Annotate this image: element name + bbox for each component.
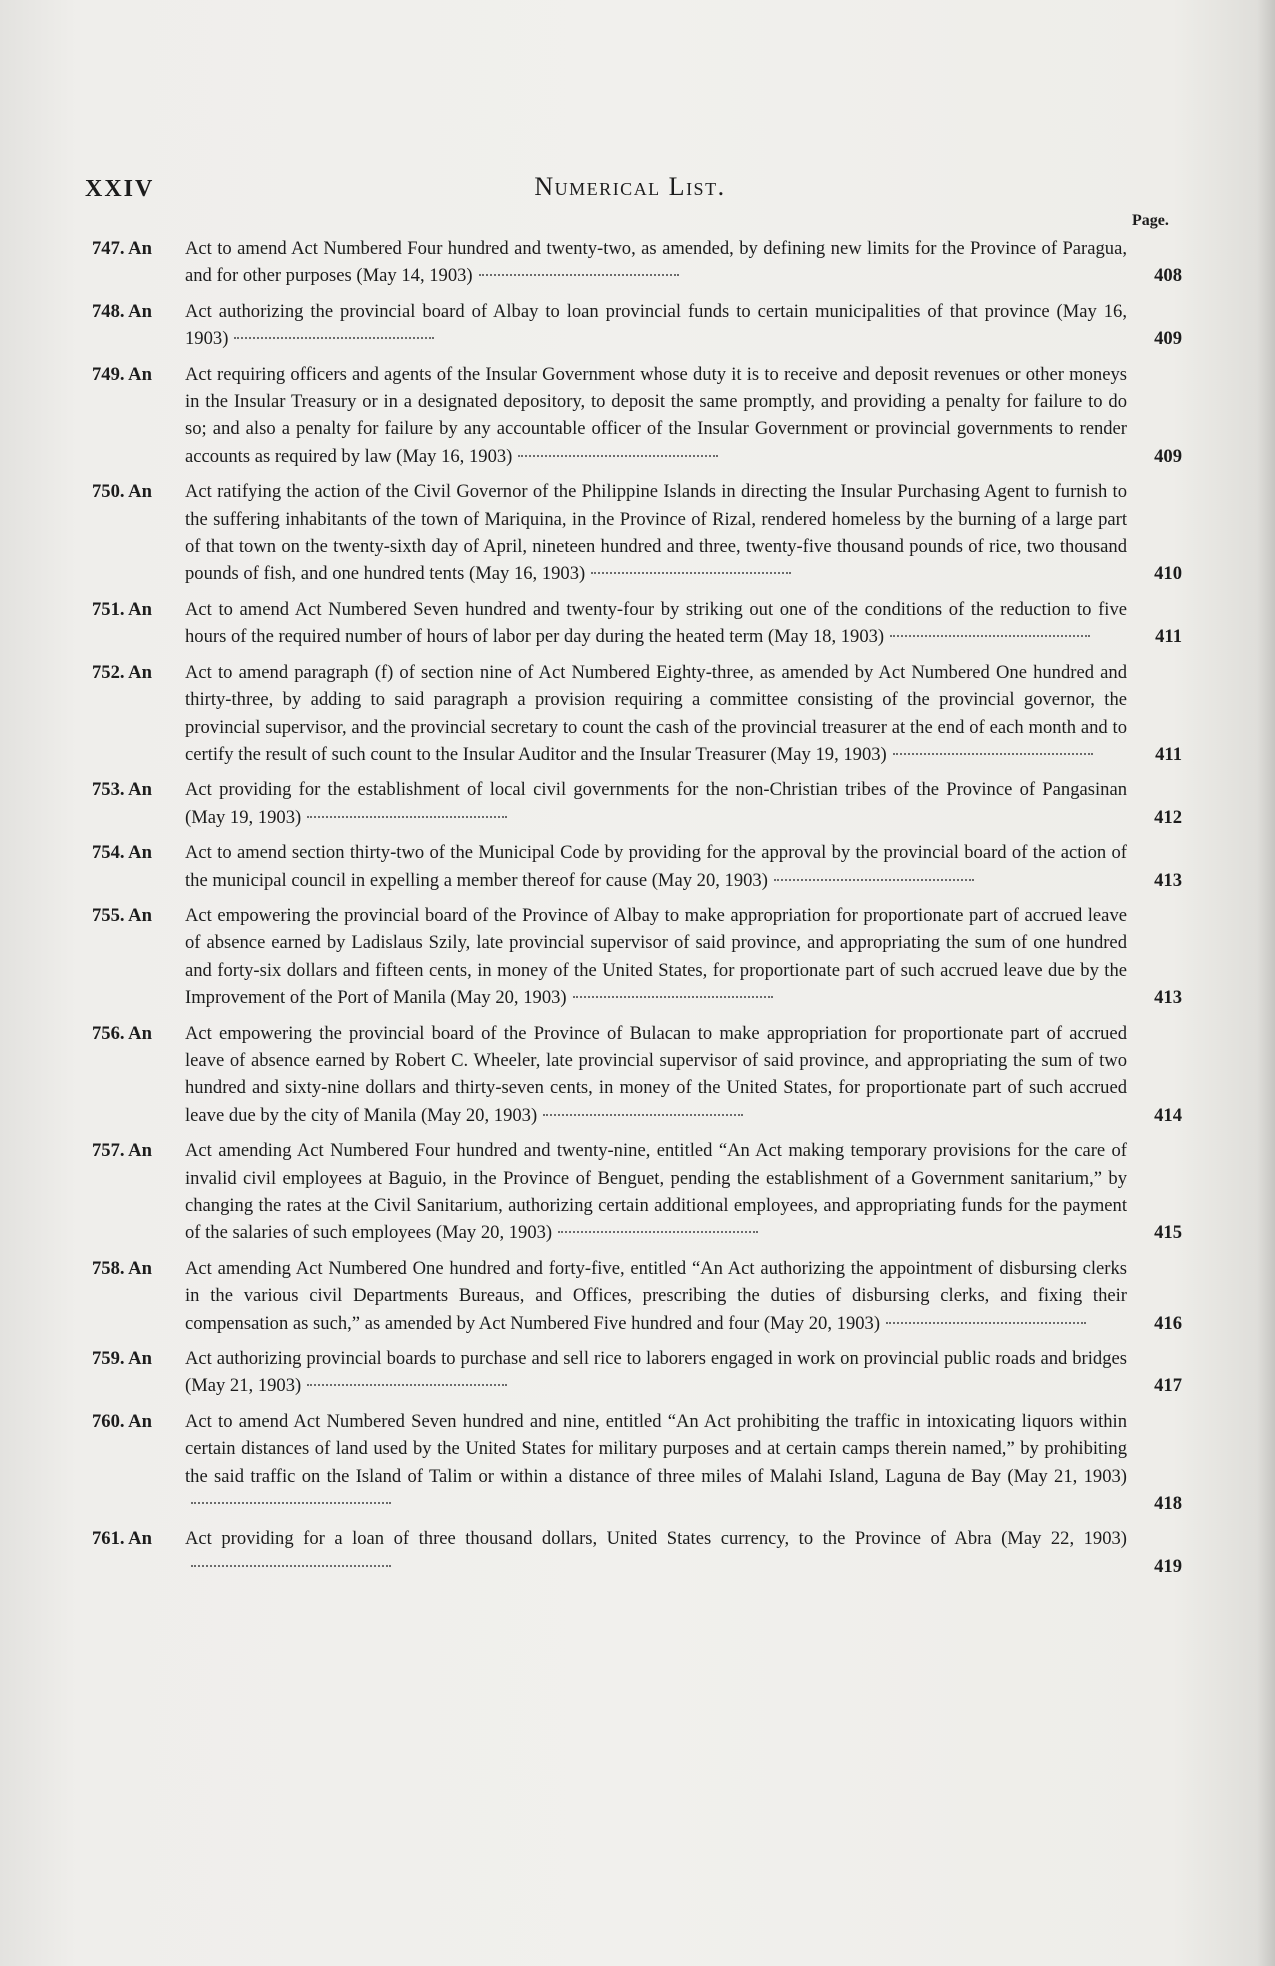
entry-page-number: 410 <box>1154 563 1182 585</box>
entry-page-number: 411 <box>1155 743 1182 765</box>
page-column-label: Page. <box>1132 212 1169 229</box>
page-number: XXIV <box>85 176 155 202</box>
entry-text: Act empowering the provincial board of the Province of Albay to make appropriation for proportionate part of accrued leave of absence earned by Ladislaus Szily, late provincial supervisor of said province, and appropriating the sum of one hundred and forty-six dollars and fifteen cents, in money of the United States, for proportionate part of such accrued leave due by the Improvement of the Port of Manila (May 20, 1903) <box>185 904 1127 1009</box>
entry-number: 754. An <box>92 842 152 864</box>
list-entry <box>92 659 1182 769</box>
list-entry <box>92 1345 1182 1400</box>
entry-text: Act providing for the establishment of local civil governments for the non-Christian tribes of the Province of Pangasinan (May 19, 1903) <box>185 779 1127 828</box>
entry-number: 759. An <box>92 1348 152 1370</box>
entry-number: 760. An <box>92 1410 152 1432</box>
dot-leader <box>893 753 1093 755</box>
entry-number: 749. An <box>92 363 152 385</box>
page-edge-shadow <box>1257 0 1275 1966</box>
entry-number: 751. An <box>92 598 152 620</box>
list-entry <box>92 298 1182 353</box>
dot-leader <box>191 1565 391 1567</box>
list-entry <box>92 1255 1182 1337</box>
dot-leader <box>518 455 718 457</box>
entry-number: 755. An <box>92 904 152 926</box>
dot-leader <box>774 879 974 881</box>
list-entry <box>92 902 1182 1012</box>
dot-leader <box>573 996 773 998</box>
entry-page-number: 418 <box>1154 1493 1182 1515</box>
list-entry <box>92 235 1182 290</box>
entry-number: 750. An <box>92 481 152 503</box>
dot-leader <box>307 816 507 818</box>
entry-page-number: 414 <box>1154 1104 1182 1126</box>
dot-leader <box>307 1384 507 1386</box>
numerical-list <box>92 235 1182 1588</box>
entry-text: Act amending Act Numbered One hundred and forty-five, entitled “An Act authorizing the appointment of disbursing clerks in the various civil Departments Bureaus, and Offices, prescribing the duties of disbursing clerks, and fixing their compensation as such,” as amended by Act Numbered Five hundred and four (May 20, 1903) <box>185 1257 1127 1334</box>
dot-leader <box>234 337 434 339</box>
entry-page-number: 419 <box>1154 1555 1182 1577</box>
entry-text: Act empowering the provincial board of the Province of Bulacan to make appropriation for proportionate part of accrued leave of absence earned by Robert C. Wheeler, late provincial supervisor of said province, and appropriating the sum of two hundred and sixty-nine dollars and thirty-seven cents, in money of the United States, for proportionate part of such accrued leave due by the city of Manila (May 20, 1903) <box>185 1022 1127 1126</box>
list-entry <box>92 1020 1182 1130</box>
list-entry <box>92 1525 1182 1580</box>
entry-text: Act to amend Act Numbered Seven hundred and nine, entitled “An Act prohibiting the traffic in intoxicating liquors within certain distances of land used by the United States for military purposes and at certain camps therein named,” by prohibiting the said traffic on the Island of Talim or within a distance of three miles of Malahi Island, Laguna de Bay (May 21, 1903) <box>185 1410 1127 1487</box>
dot-leader <box>558 1231 758 1233</box>
entry-page-number: 408 <box>1154 265 1182 287</box>
entry-page-number: 416 <box>1154 1312 1182 1334</box>
entry-text: Act ratifying the action of the Civil Governor of the Philippine Islands in directing the Insular Purchasing Agent to furnish to the suffering inhabitants of the town of Mariquina, in the Province of Rizal, rendered homeless by the burning of a large part of that town on the twenty-sixth day of April, nineteen hundred and three, twenty-five thousand pounds of rice, two thousand pounds of fish, and one hundred tents (May 16, 1903) <box>185 481 1127 585</box>
page-title: Numerical List. <box>534 172 726 201</box>
entry-text: Act authorizing the provincial board of Albay to loan provincial funds to certain municipalities of that province (May 16, 1903) <box>185 300 1127 350</box>
entry-text: Act to amend Act Numbered Seven hundred and twenty-four by striking out one of the conditions of the reduction to five hours of the required number of hours of labor per day during the heated term (May 18, 1903) <box>185 598 1127 648</box>
entry-text: Act providing for a loan of three thousand dollars, United States currency, to the Province of Abra (May 22, 1903) <box>185 1528 1127 1550</box>
entry-page-number: 413 <box>1154 869 1182 891</box>
entry-text: Act authorizing provincial boards to purchase and sell rice to laborers engaged in work on provincial public roads and bridges (May 21, 1903) <box>185 1348 1127 1397</box>
entry-text: Act to amend Act Numbered Four hundred and twenty-two, as amended, by defining new limits for the Province of Paragua, and for other purposes (May 14, 1903) <box>185 238 1127 287</box>
entry-number: 758. An <box>92 1257 152 1279</box>
entry-text: Act amending Act Numbered Four hundred and twenty-nine, entitled “An Act making temporary provisions for the care of invalid civil employees at Baguio, in the Province of Benguet, pending the establishment of a Government sanitarium,” by changing the rates at the Civil Sanitarium, authorizing certain additional employees, and appropriating funds for the payment of the salaries of such employees (May 20, 1903) <box>185 1140 1127 1244</box>
entry-page-number: 411 <box>1155 626 1182 648</box>
dot-leader <box>479 274 679 276</box>
entry-number: 761. An <box>92 1528 152 1550</box>
list-entry <box>92 839 1182 894</box>
entry-text: Act to amend section thirty-two of the Municipal Code by providing for the approval by the provincial board of the action of the municipal council in expelling a member thereof for cause (May 20, 1903) <box>185 842 1127 891</box>
list-entry <box>92 776 1182 831</box>
list-entry <box>92 596 1182 651</box>
list-entry <box>92 1408 1182 1518</box>
entry-page-number: 409 <box>1154 328 1182 350</box>
dot-leader <box>543 1114 743 1116</box>
entry-number: 757. An <box>92 1140 152 1162</box>
entry-page-number: 413 <box>1154 987 1182 1009</box>
entry-text: Act to amend paragraph (f) of section nine of Act Numbered Eighty-three, as amended by Act Numbered One hundred and thirty-three, by adding to said paragraph a provision requiring a committee consisting of the provincial governor, the provincial supervisor, and the provincial secretary to count the cash of the provincial treasurer at the end of each month and to certify the result of such count to the Insular Auditor and the Insular Treasurer (May 19, 1903) <box>185 661 1127 765</box>
entry-number: 756. An <box>92 1022 152 1044</box>
entry-page-number: 412 <box>1154 806 1182 828</box>
entry-page-number: 417 <box>1154 1375 1182 1397</box>
entry-page-number: 415 <box>1154 1222 1182 1244</box>
page-header <box>85 168 1175 208</box>
entry-number: 747. An <box>92 238 152 259</box>
dot-leader <box>890 635 1090 637</box>
entry-page-number: 409 <box>1154 445 1182 467</box>
entry-number: 748. An <box>92 300 152 322</box>
list-entry <box>92 1137 1182 1247</box>
dot-leader <box>886 1322 1086 1324</box>
list-entry <box>92 361 1182 471</box>
dot-leader <box>591 572 791 574</box>
dot-leader <box>191 1502 391 1504</box>
entry-number: 753. An <box>92 779 152 801</box>
entry-text: Act requiring officers and agents of the Insular Government whose duty it is to receive and deposit revenues or other moneys in the Insular Treasury or in a designated depository, to deposit the same promptly, and providing a penalty for failure to do so; and also a penalty for failure by any accountable officer of the Insular Government or provincial governments to render accounts as required by law (May 16, 1903) <box>185 363 1127 467</box>
entry-number: 752. An <box>92 661 152 683</box>
list-entry <box>92 478 1182 588</box>
